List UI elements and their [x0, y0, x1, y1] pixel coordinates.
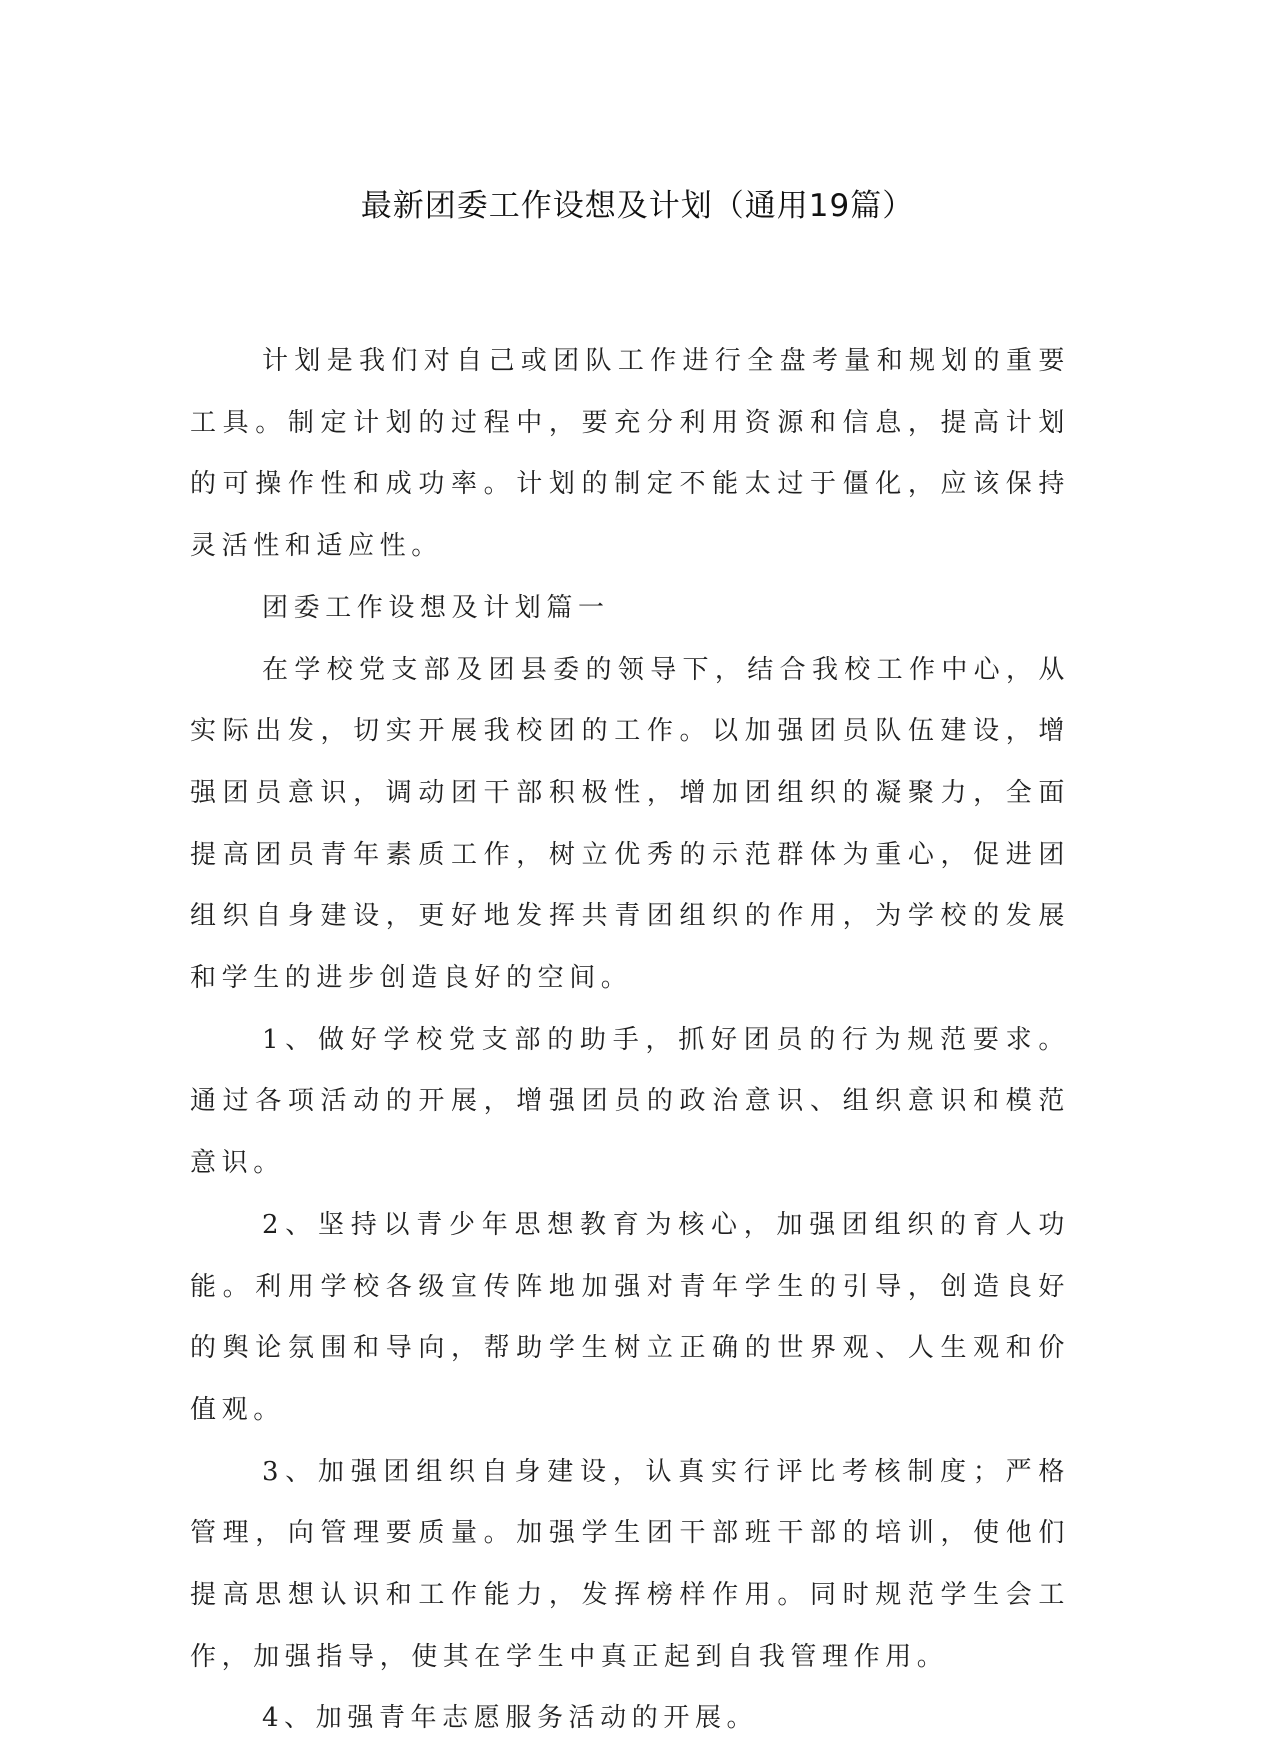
- list-item-1: 1、做好学校党支部的助手，抓好团员的行为规范要求。通过各项活动的开展，增强团员的政治意识、组织意识和模范意识。: [190, 1024, 1070, 1179]
- list-item-3: 3、加强团组织自身建设，认真实行评比考核制度；严格管理，向管理要质量。加强学生团干部班干部的培训，使他们提高思想认识和工作能力，发挥榜样作用。同时规范学生会工作，加强指导，使其在学生中真正起到自我管理作用。: [190, 1456, 1070, 1672]
- paragraph-overview: 在学校党支部及团县委的领导下，结合我校工作中心，从实际出发，切实开展我校团的工作。以加强团员队伍建设，增强团员意识，调动团干部积极性，增加团组织的凝聚力，全面提高团员青年素质工作，树立优秀的示范群体为重心，促进团组织自身建设，更好地发挥共青团组织的作用，为学校的发展和学生的进步创造良好的空间。: [190, 654, 1070, 994]
- list-item-4: 4、加强青年志愿服务活动的开展。: [262, 1703, 759, 1734]
- document-body: [190, 331, 1070, 1750]
- document-title: 最新团委工作设想及计划（通用19篇）: [360, 188, 915, 224]
- list-item-2: 2、坚持以青少年思想教育为核心，加强团组织的育人功能。利用学校各级宣传阵地加强对青年学生的引导，创造良好的舆论氛围和导向，帮助学生树立正确的世界观、人生观和价值观。: [190, 1209, 1070, 1425]
- section-heading: 团委工作设想及计划篇一: [262, 592, 610, 623]
- paragraph-intro: 计划是我们对自己或团队工作进行全盘考量和规划的重要工具。制定计划的过程中，要充分利用资源和信息，提高计划的可操作性和成功率。计划的制定不能太过于僵化，应该保持灵活性和适应性。: [190, 346, 1070, 562]
